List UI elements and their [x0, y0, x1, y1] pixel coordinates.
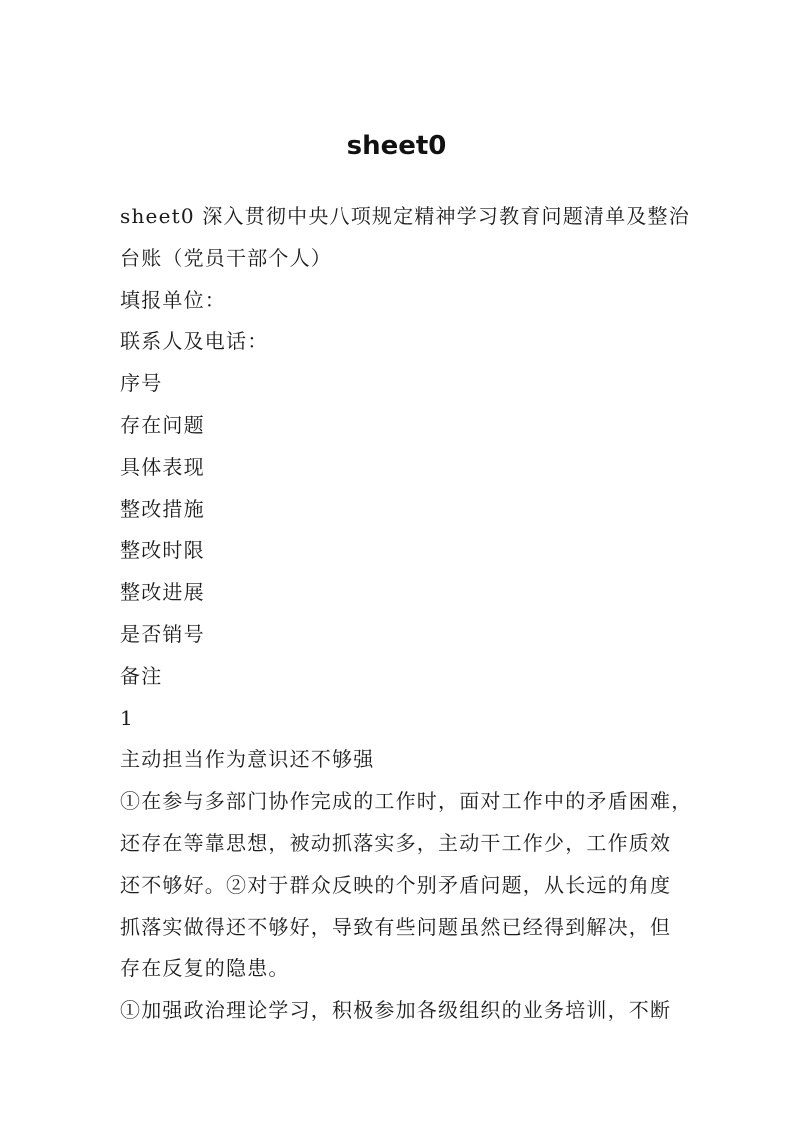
- row-1-detail-line: 抓落实做得还不够好，导致有些问题虽然已经得到解决，但: [120, 914, 672, 939]
- contact-label: 联系人及电话：: [120, 329, 269, 354]
- fill-unit-label: 填报单位：: [120, 287, 226, 312]
- row-1-detail-line: 存在反复的隐患。: [120, 956, 290, 981]
- row-1-seq: 1: [120, 705, 134, 730]
- column-header-progress: 整改进展: [120, 580, 205, 605]
- row-1-detail-line: 还存在等靠思想，被动抓落实多，主动干工作少，工作质效: [120, 830, 672, 855]
- row-1-issue: 主动担当作为意识还不够强: [120, 747, 375, 772]
- document-title: sheet0: [346, 131, 447, 161]
- row-1-measures: [120, 990, 680, 1032]
- column-header-measures: 整改措施: [120, 496, 205, 521]
- column-header-seq: 序号: [120, 371, 163, 396]
- table-heading-line: 台账（党员干部个人）: [120, 245, 332, 270]
- column-header-closed: 是否销号: [120, 621, 205, 646]
- row-1-measures-line: ①加强政治理论学习，积极参加各级组织的业务培训，不断: [120, 998, 672, 1023]
- row-1-detail: [120, 781, 693, 990]
- document-body: [120, 196, 693, 1032]
- column-header-detail: 具体表现: [120, 454, 205, 479]
- row-1-detail-line: 还不够好。②对于群众反映的个别矛盾问题，从长远的角度: [120, 872, 672, 897]
- row-1-detail-line: ①在参与多部门协作完成的工作时，面对工作中的矛盾困难，: [120, 789, 693, 814]
- column-header-remarks: 备注: [120, 663, 163, 688]
- table-heading-line: sheet0 深入贯彻中央八项规定精神学习教育问题清单及整治: [120, 204, 690, 228]
- column-header-issue: 存在问题: [120, 412, 205, 437]
- table-heading: [120, 196, 690, 280]
- column-header-deadline: 整改时限: [120, 538, 205, 563]
